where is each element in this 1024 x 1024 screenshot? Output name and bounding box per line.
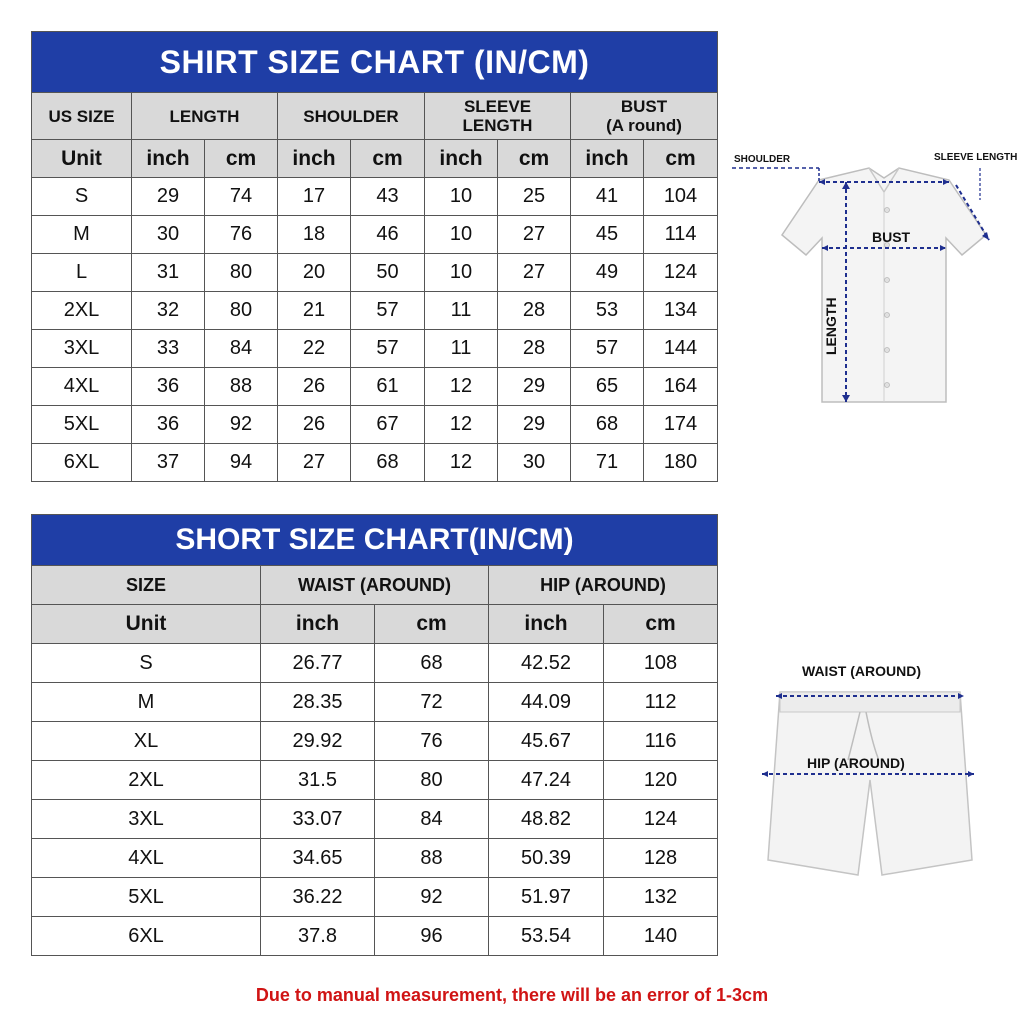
- value-cell: 71: [571, 444, 644, 482]
- value-cell: 116: [604, 722, 718, 761]
- bust-label: BUST: [872, 229, 911, 245]
- value-cell: 88: [375, 839, 489, 878]
- size-cell: S: [32, 178, 132, 216]
- value-cell: 26: [278, 406, 351, 444]
- value-cell: 92: [205, 406, 278, 444]
- value-cell: 26: [278, 368, 351, 406]
- value-cell: 50: [351, 254, 425, 292]
- size-cell: 6XL: [32, 444, 132, 482]
- value-cell: 84: [375, 800, 489, 839]
- table-row: [32, 839, 718, 878]
- value-cell: 28: [498, 330, 571, 368]
- value-cell: 36: [132, 406, 205, 444]
- value-cell: 57: [351, 292, 425, 330]
- table-row: [32, 444, 718, 482]
- value-cell: 18: [278, 216, 351, 254]
- size-cell: M: [32, 683, 261, 722]
- value-cell: 67: [351, 406, 425, 444]
- value-cell: 57: [571, 330, 644, 368]
- table-row: [32, 178, 718, 216]
- value-cell: 26.77: [261, 644, 375, 683]
- value-cell: 53.54: [489, 917, 604, 956]
- value-cell: 94: [205, 444, 278, 482]
- value-cell: 84: [205, 330, 278, 368]
- header-sleeve-line1: SLEEVE: [463, 97, 532, 116]
- value-cell: 42.52: [489, 644, 604, 683]
- value-cell: 17: [278, 178, 351, 216]
- size-cell: S: [32, 644, 261, 683]
- value-cell: 29: [498, 368, 571, 406]
- unit-cell: cm: [644, 140, 718, 178]
- value-cell: 44.09: [489, 683, 604, 722]
- value-cell: 76: [205, 216, 278, 254]
- unit-cell: inch: [132, 140, 205, 178]
- value-cell: 61: [351, 368, 425, 406]
- value-cell: 29: [132, 178, 205, 216]
- shorts-measurement-illustration: [752, 650, 992, 890]
- value-cell: 28: [498, 292, 571, 330]
- value-cell: 68: [375, 644, 489, 683]
- table-row: [32, 761, 718, 800]
- shorts-shape: [768, 692, 972, 875]
- value-cell: 11: [425, 330, 498, 368]
- value-cell: 68: [351, 444, 425, 482]
- value-cell: 80: [205, 254, 278, 292]
- value-cell: 124: [604, 800, 718, 839]
- header-hip: HIP (AROUND): [489, 566, 718, 605]
- value-cell: 41: [571, 178, 644, 216]
- value-cell: 27: [278, 444, 351, 482]
- value-cell: 53: [571, 292, 644, 330]
- value-cell: 120: [604, 761, 718, 800]
- shirt-size-table: [31, 31, 718, 482]
- value-cell: 144: [644, 330, 718, 368]
- value-cell: 11: [425, 292, 498, 330]
- value-cell: 30: [132, 216, 205, 254]
- value-cell: 29.92: [261, 722, 375, 761]
- value-cell: 36: [132, 368, 205, 406]
- value-cell: 50.39: [489, 839, 604, 878]
- value-cell: 46: [351, 216, 425, 254]
- value-cell: 22: [278, 330, 351, 368]
- value-cell: 180: [644, 444, 718, 482]
- value-cell: 12: [425, 406, 498, 444]
- value-cell: 33.07: [261, 800, 375, 839]
- value-cell: 20: [278, 254, 351, 292]
- value-cell: 30: [498, 444, 571, 482]
- header-bust-line1: BUST: [620, 97, 668, 116]
- value-cell: 140: [604, 917, 718, 956]
- header-bust-line2: (A round): [606, 116, 682, 135]
- unit-cell: inch: [278, 140, 351, 178]
- unit-cell: cm: [205, 140, 278, 178]
- value-cell: 104: [644, 178, 718, 216]
- value-cell: 112: [604, 683, 718, 722]
- unit-cell: Unit: [32, 140, 132, 178]
- value-cell: 174: [644, 406, 718, 444]
- table-row: [32, 330, 718, 368]
- header-length: LENGTH: [132, 93, 278, 140]
- size-cell: 4XL: [32, 368, 132, 406]
- value-cell: 48.82: [489, 800, 604, 839]
- value-cell: 74: [205, 178, 278, 216]
- size-cell: 3XL: [32, 800, 261, 839]
- value-cell: 31.5: [261, 761, 375, 800]
- value-cell: 25: [498, 178, 571, 216]
- table-row: [32, 368, 718, 406]
- size-cell: 5XL: [32, 406, 132, 444]
- value-cell: 51.97: [489, 878, 604, 917]
- size-cell: M: [32, 216, 132, 254]
- table-row: [32, 683, 718, 722]
- value-cell: 92: [375, 878, 489, 917]
- table-row: [32, 800, 718, 839]
- value-cell: 72: [375, 683, 489, 722]
- value-cell: 32: [132, 292, 205, 330]
- sleeve-length-label: SLEEVE LENGTH: [934, 152, 1018, 163]
- size-cell: 3XL: [32, 330, 132, 368]
- value-cell: 132: [604, 878, 718, 917]
- unit-cell: inch: [261, 605, 375, 644]
- unit-cell: Unit: [32, 605, 261, 644]
- value-cell: 43: [351, 178, 425, 216]
- value-cell: 28.35: [261, 683, 375, 722]
- size-cell: XL: [32, 722, 261, 761]
- value-cell: 37: [132, 444, 205, 482]
- value-cell: 134: [644, 292, 718, 330]
- header-sleeve-length: [425, 93, 571, 140]
- table-row: [32, 406, 718, 444]
- value-cell: 128: [604, 839, 718, 878]
- value-cell: 10: [425, 178, 498, 216]
- unit-cell: cm: [604, 605, 718, 644]
- header-shoulder: SHOULDER: [278, 93, 425, 140]
- value-cell: 21: [278, 292, 351, 330]
- header-waist: WAIST (AROUND): [261, 566, 489, 605]
- table-row: [32, 644, 718, 683]
- value-cell: 108: [604, 644, 718, 683]
- shirt-table-body: [32, 178, 718, 482]
- value-cell: 12: [425, 444, 498, 482]
- value-cell: 34.65: [261, 839, 375, 878]
- value-cell: 27: [498, 216, 571, 254]
- value-cell: 80: [375, 761, 489, 800]
- value-cell: 37.8: [261, 917, 375, 956]
- size-cell: 2XL: [32, 292, 132, 330]
- shoulder-label: SHOULDER: [734, 154, 791, 165]
- value-cell: 29: [498, 406, 571, 444]
- value-cell: 45: [571, 216, 644, 254]
- value-cell: 65: [571, 368, 644, 406]
- table-row: [32, 216, 718, 254]
- header-size: SIZE: [32, 566, 261, 605]
- header-sleeve-line2: LENGTH: [462, 116, 533, 135]
- short-table-body: [32, 644, 718, 956]
- value-cell: 114: [644, 216, 718, 254]
- table-row: [32, 292, 718, 330]
- shirt-chart-title: SHIRT SIZE CHART (IN/CM): [32, 32, 718, 93]
- value-cell: 88: [205, 368, 278, 406]
- value-cell: 27: [498, 254, 571, 292]
- value-cell: 47.24: [489, 761, 604, 800]
- value-cell: 96: [375, 917, 489, 956]
- waist-label: WAIST (AROUND): [802, 663, 921, 679]
- value-cell: 45.67: [489, 722, 604, 761]
- value-cell: 76: [375, 722, 489, 761]
- size-cell: L: [32, 254, 132, 292]
- value-cell: 49: [571, 254, 644, 292]
- table-row: [32, 917, 718, 956]
- short-size-table: [31, 514, 718, 956]
- value-cell: 10: [425, 216, 498, 254]
- header-us-size: US SIZE: [32, 93, 132, 140]
- unit-cell: cm: [498, 140, 571, 178]
- value-cell: 164: [644, 368, 718, 406]
- size-cell: 4XL: [32, 839, 261, 878]
- table-row: [32, 254, 718, 292]
- length-label: LENGTH: [823, 297, 839, 355]
- unit-cell: inch: [489, 605, 604, 644]
- measurement-note: Due to manual measurement, there will be an error of 1-3cm: [255, 985, 769, 1005]
- hip-label: HIP (AROUND): [807, 755, 905, 771]
- value-cell: 57: [351, 330, 425, 368]
- value-cell: 80: [205, 292, 278, 330]
- value-cell: 33: [132, 330, 205, 368]
- unit-cell: cm: [375, 605, 489, 644]
- value-cell: 10: [425, 254, 498, 292]
- size-cell: 6XL: [32, 917, 261, 956]
- value-cell: 31: [132, 254, 205, 292]
- header-bust: [571, 93, 718, 140]
- size-cell: 5XL: [32, 878, 261, 917]
- value-cell: 12: [425, 368, 498, 406]
- unit-cell: cm: [351, 140, 425, 178]
- short-chart-title: SHORT SIZE CHART(IN/CM): [32, 515, 718, 566]
- value-cell: 36.22: [261, 878, 375, 917]
- value-cell: 68: [571, 406, 644, 444]
- shirt-measurement-illustration: [724, 140, 1024, 425]
- unit-cell: inch: [425, 140, 498, 178]
- table-row: [32, 878, 718, 917]
- table-row: [32, 722, 718, 761]
- size-cell: 2XL: [32, 761, 261, 800]
- unit-cell: inch: [571, 140, 644, 178]
- value-cell: 124: [644, 254, 718, 292]
